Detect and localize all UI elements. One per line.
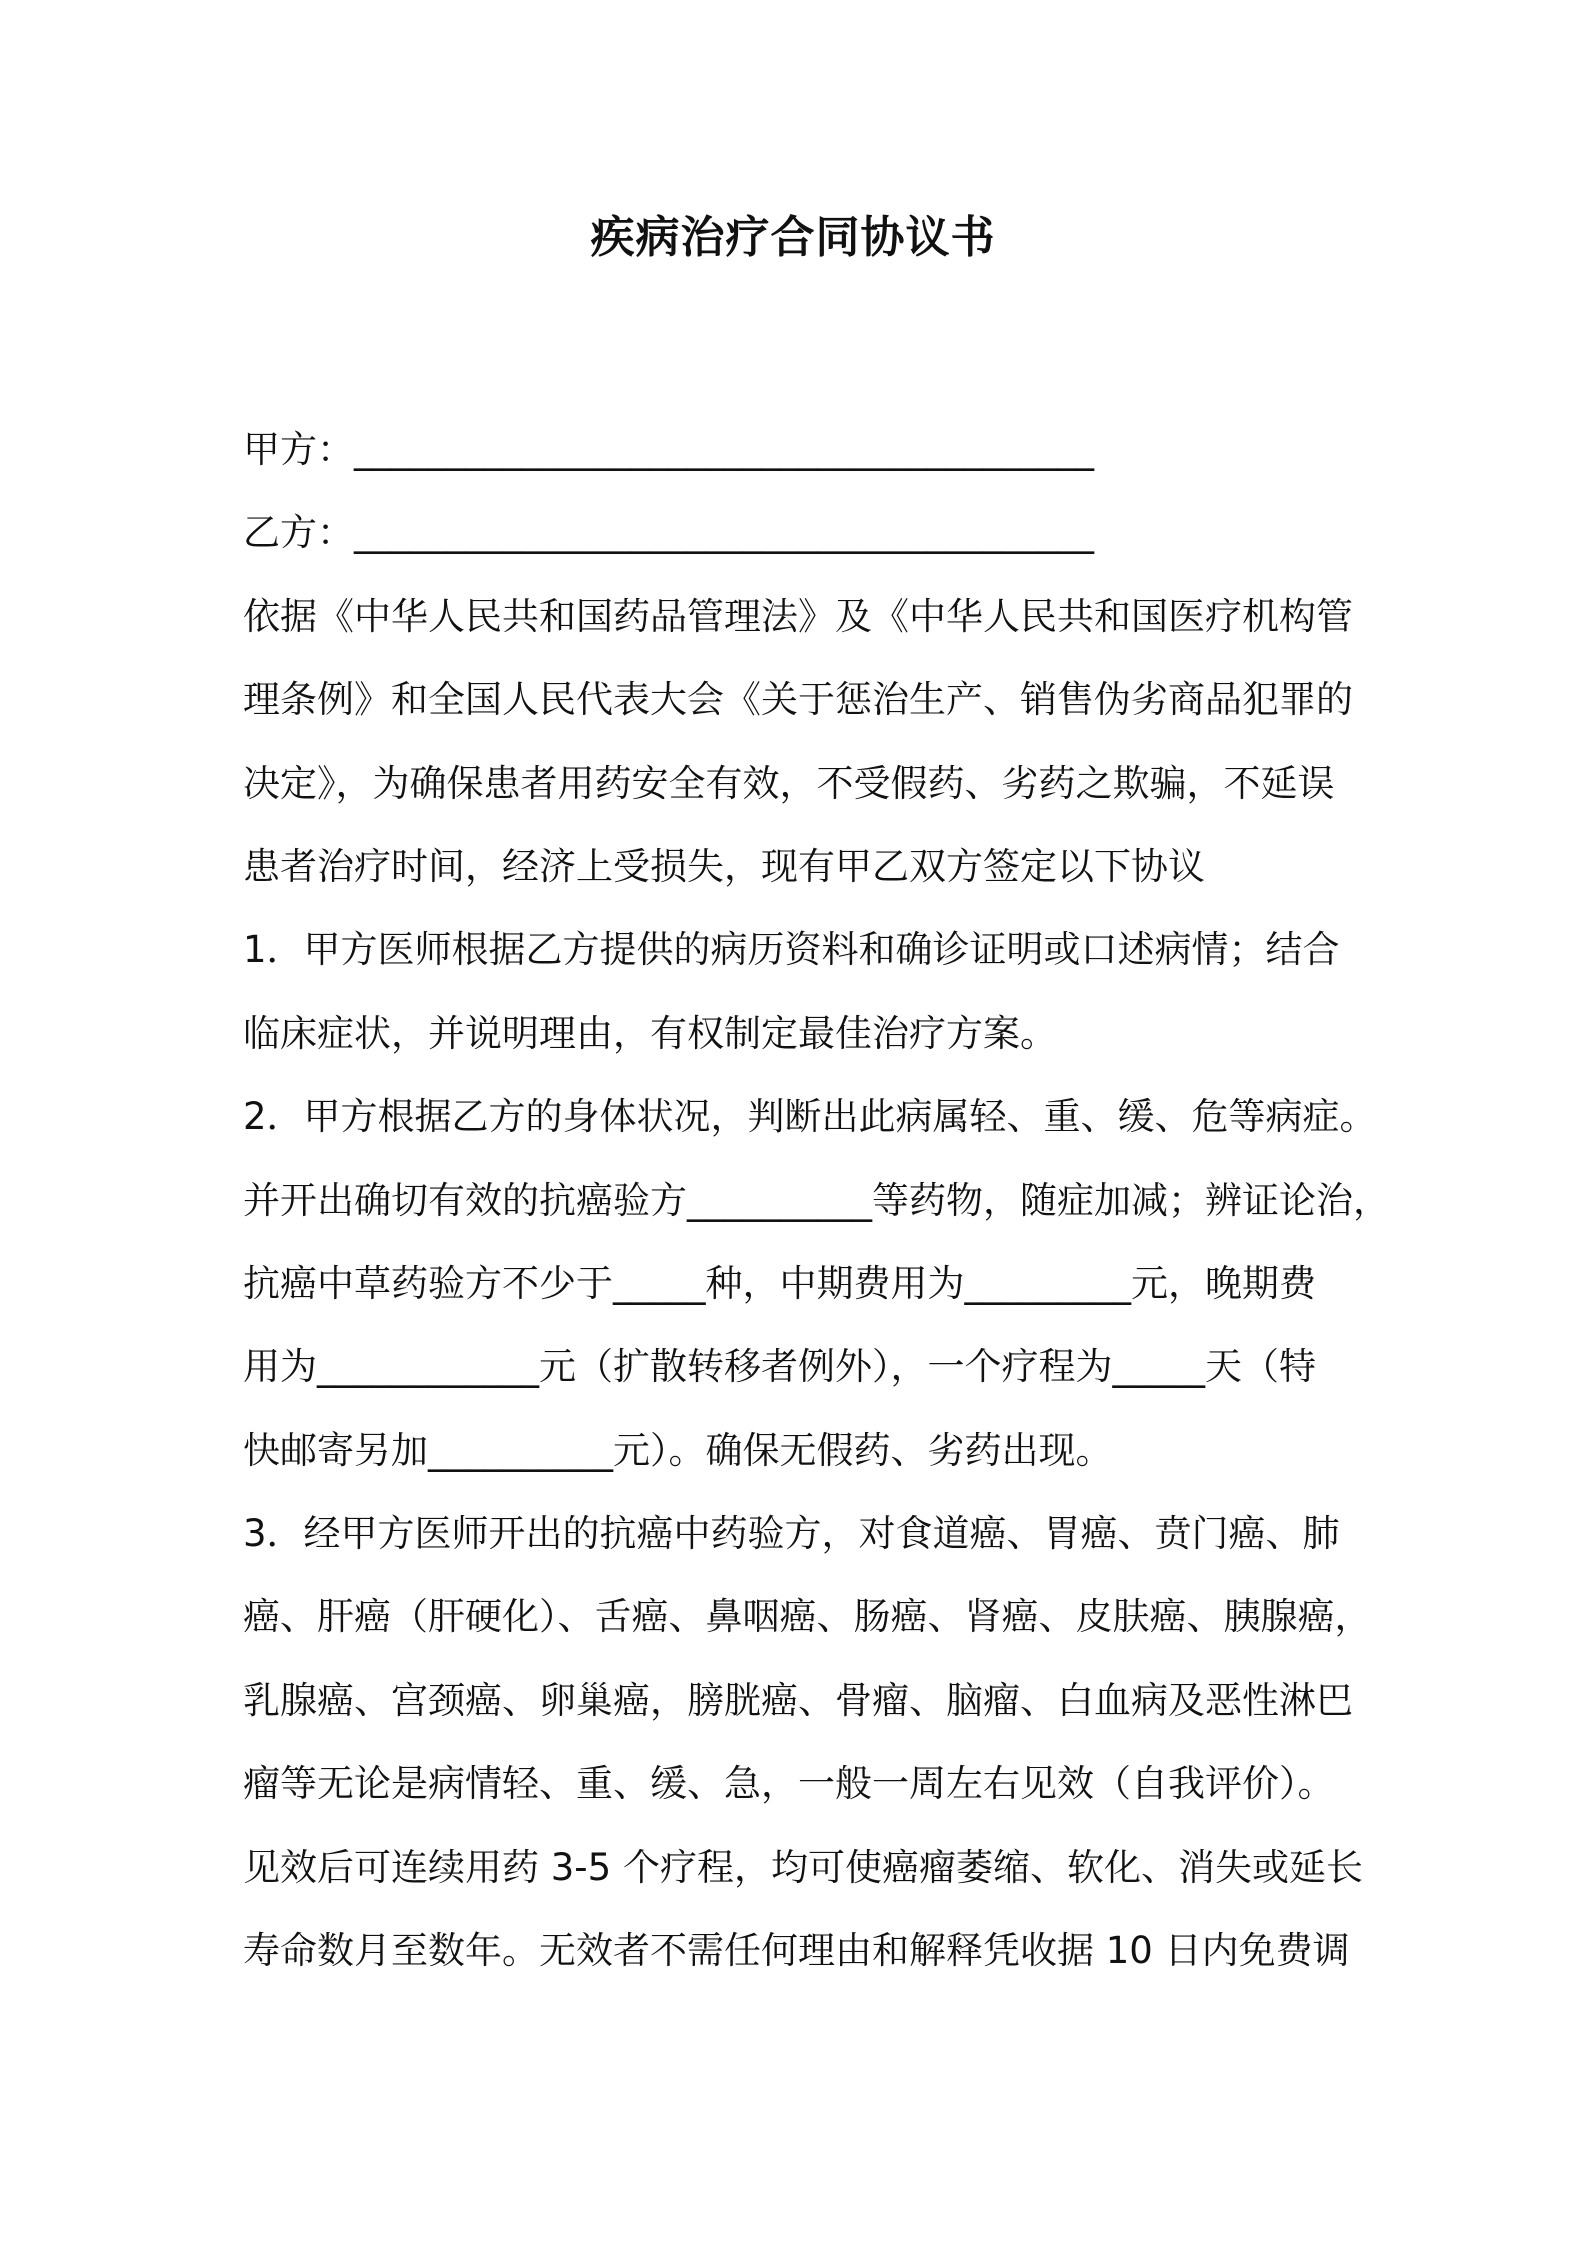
party-a-line: 甲方：________________________________________ (243, 428, 1094, 471)
clause-1-line: 1．甲方医师根据乙方提供的病历资料和确诊证明或口述病情；结合 (243, 928, 1340, 972)
clause-3-line: 乳腺癌、宫颈癌、卵巢癌，膀胱癌、骨瘤、脑瘤、白血病及恶性淋巴 (243, 1678, 1353, 1722)
party-b-line: 乙方：________________________________________ (243, 511, 1094, 555)
clause-2-line: 2．甲方根据乙方的身体状况，判断出此病属轻、重、缓、危等病症。 (243, 1095, 1377, 1139)
preamble-line: 决定》，为确保患者用药安全有效，不受假药、劣药之欺骗，不延误 (243, 761, 1335, 805)
clause-2-line: 抗癌中草药验方不少于_____种，中期费用为_________元，晚期费 (243, 1261, 1316, 1305)
clause-3-line: 寿命数月至数年。无效者不需任何理由和解释凭收据 10 日内免费调 (243, 1929, 1350, 1973)
clause-2-line: 用为____________元（扩散转移者例外），一个疗程为_____天（特 (243, 1345, 1316, 1389)
preamble-line: 理条例》和全国人民代表大会《关于惩治生产、销售伪劣商品犯罪的 (243, 678, 1353, 722)
clause-3-line: 癌、肝癌（肝硬化）、舌癌、鼻咽癌、肠癌、肾癌、皮肤癌、胰腺癌， (243, 1595, 1372, 1639)
clause-2-line: 快邮寄另加__________元）。确保无假药、劣药出现。 (243, 1428, 1113, 1472)
preamble-line: 依据《中华人民共和国药品管理法》及《中华人民共和国医疗机构管 (243, 594, 1353, 638)
document-title: 疾病治疗合同协议书 (590, 212, 996, 263)
clause-3-line: 瘤等无论是病情轻、重、缓、急，一般一周左右见效（自我评价）。 (243, 1762, 1335, 1806)
clause-1-line: 临床症状，并说明理由，有权制定最佳治疗方案。 (243, 1011, 1057, 1055)
clause-3-line: 3．经甲方医师开出的抗癌中药验方，对食道癌、胃癌、贲门癌、肺 (243, 1512, 1340, 1556)
document-body (243, 408, 1390, 1992)
preamble-line: 患者治疗时间，经济上受损失，现有甲乙双方签定以下协议 (243, 844, 1205, 888)
clause-2-line: 并开出确切有效的抗癌验方__________等药物，随症加减；辨证论治， (243, 1178, 1390, 1222)
clause-3-line: 见效后可连续用药 3-5 个疗程，均可使癌瘤萎缩、软化、消失或延长 (243, 1845, 1363, 1889)
